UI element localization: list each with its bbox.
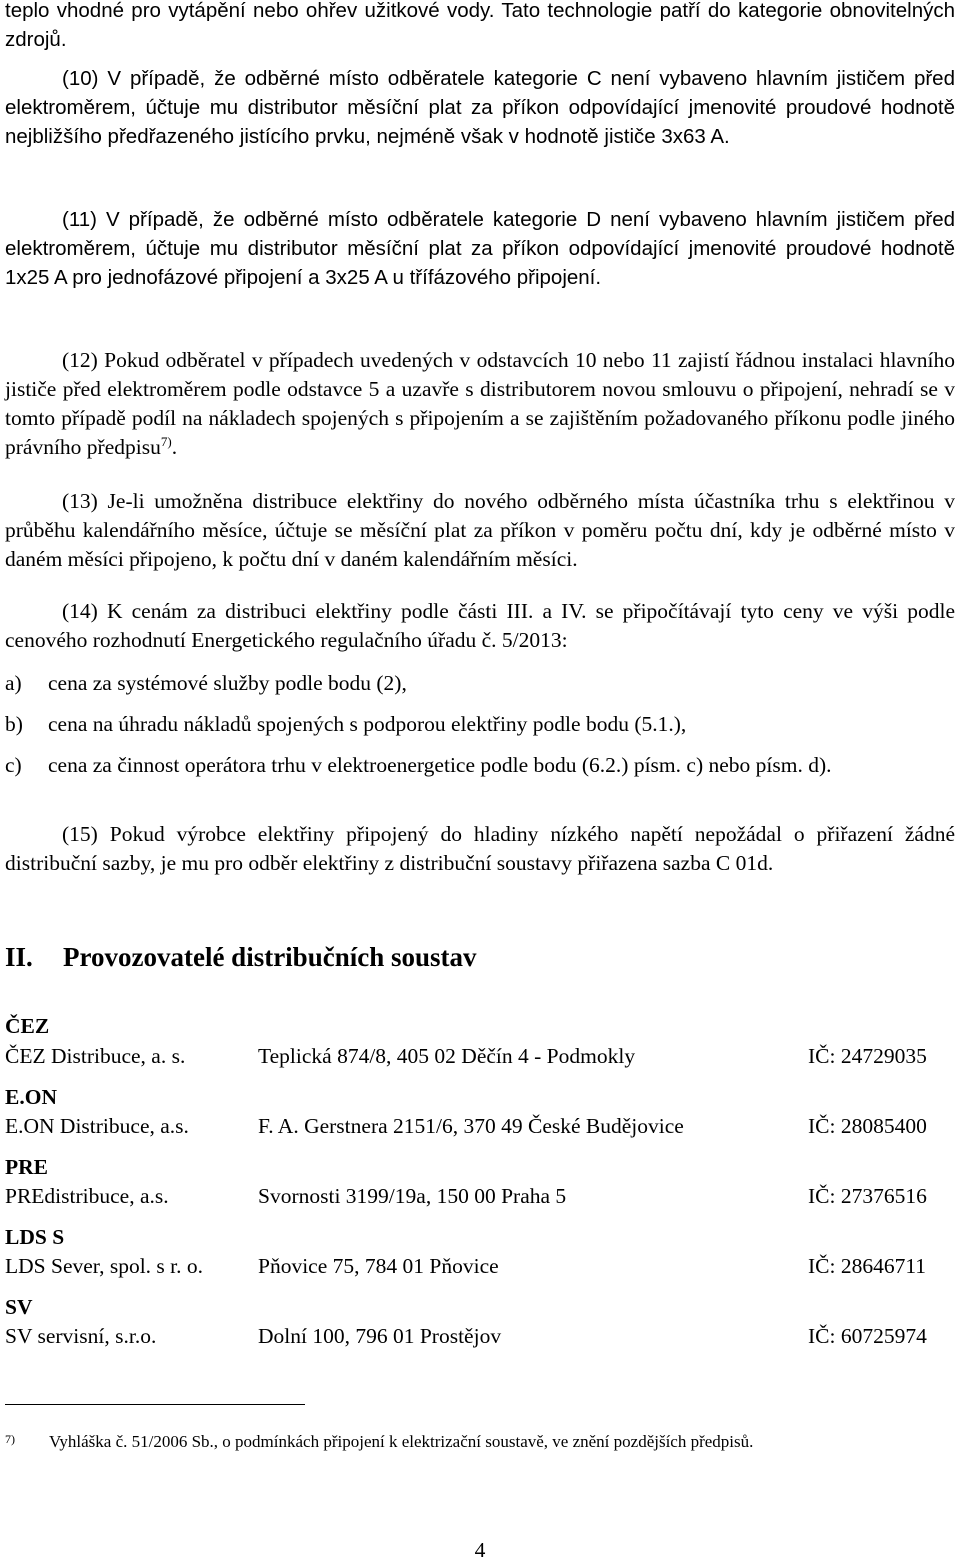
- operator-row: [5, 1254, 955, 1284]
- operator-abbreviation: E.ON: [5, 1085, 57, 1109]
- paragraph-15: (15) Pokud výrobce elektřiny připojený do hladiny nízkého napětí nepožádal o přiřazení žádné distribuční sazby, je mu pro odběr elektřiny z distribuční soustavy přiřazena sazba C 01d.: [5, 822, 955, 875]
- operator-row: [5, 1324, 955, 1354]
- section-heading: [5, 942, 477, 973]
- operator-name: ČEZ Distribuce, a. s.: [5, 1044, 186, 1068]
- section-number: II.: [5, 942, 33, 972]
- operator-abbreviation: LDS S: [5, 1225, 65, 1249]
- operator-ico: IČ: 28646711: [808, 1254, 927, 1278]
- operator-name: SV servisní, s.r.o.: [5, 1324, 157, 1348]
- operator-ico: IČ: 24729035: [808, 1044, 927, 1068]
- list-item-letter: a): [5, 671, 22, 695]
- paragraph-12-text: (12) Pokud odběratel v případech uvedených v odstavcích 10 nebo 11 zajistí řádnou instalaci hlavního jističe před elektroměrem podle odstavce 5 a uzavře s distributorem novou smlouvu o připojení, nehradí se v tomto případě podíl na nákladech spojených s připojením a se zajištěním požadovaného příkonu podle jiného právního předpisu: [5, 348, 955, 459]
- list-item-letter: b): [5, 712, 23, 736]
- operator-address: Pňovice 75, 784 01 Pňovice: [258, 1254, 499, 1278]
- footnote: [5, 1432, 754, 1455]
- operator-abbreviation: SV: [5, 1295, 33, 1319]
- paragraph-13: (13) Je-li umožněna distribuce elektřiny do nového odběrného místa účastníka trhu s elektřinou v průběhu kalendářního měsíce, účtuje se měsíční plat za příkon v poměru počtu dní, kdy je odběrné místo v daném měsíci připojeno, k počtu dní v daném kalendářním měsíci.: [5, 489, 955, 571]
- paragraph-12: [5, 346, 955, 462]
- operator-address: Teplická 874/8, 405 02 Děčín 4 - Podmokly: [258, 1044, 636, 1068]
- list-item-text: cena za systémové služby podle bodu (2),: [48, 671, 407, 695]
- paragraph-9-continuation: teplo vhodné pro vytápění nebo ohřev užitkové vody. Tato technologie patří do kategorie obnovitelných zdrojů.: [5, 0, 955, 51]
- operator-address: Dolní 100, 796 01 Prostějov: [258, 1324, 502, 1348]
- section-title: Provozovatelé distribučních soustav: [63, 942, 477, 972]
- list-item-text: cena za činnost operátora trhu v elektroenergetice podle bodu (6.2.) písm. c) nebo písm. d).: [48, 753, 832, 777]
- operator-ico: IČ: 28085400: [808, 1114, 927, 1138]
- operator-row: [5, 1184, 955, 1214]
- operator-row: [5, 1044, 955, 1074]
- paragraph-11: (11) V případě, že odběrné místo odběratele kategorie D není vybaveno hlavním jističem před elektroměrem, účtuje mu distributor měsíční plat za příkon odpovídající jmenovité proudové hodnotě 1x25 A pro jednofázové připojení a 3x25 A u třífázového připojení.: [5, 208, 955, 289]
- operator-ico: IČ: 60725974: [808, 1324, 927, 1348]
- paragraph-10: (10) V případě, že odběrné místo odběratele kategorie C není vybaveno hlavním jističem před elektroměrem, účtuje mu distributor měsíční plat za příkon odpovídající jmenovité proudové hodnotě nejbližšího předřazeného jistícího prvku, nejméně však v hodnotě jističe 3x63 A.: [5, 67, 955, 148]
- operator-name: E.ON Distribuce, a.s.: [5, 1114, 189, 1138]
- operator-abbreviation: ČEZ: [5, 1014, 50, 1038]
- page-number: 4: [474, 1538, 486, 1562]
- operator-row: [5, 1114, 955, 1144]
- list-item-text: cena na úhradu nákladů spojených s podporou elektřiny podle bodu (5.1.),: [48, 712, 687, 736]
- operator-ico: IČ: 27376516: [808, 1184, 927, 1208]
- footnote-mark: 7): [5, 1432, 15, 1446]
- list-item-letter: c): [5, 753, 22, 777]
- paragraph-14: (14) K cenám za distribuci elektřiny podle části III. a IV. se připočítávají tyto ceny ve výši podle cenového rozhodnutí Energetického regulačního úřadu č. 5/2013:: [5, 599, 955, 652]
- footnote-text: Vyhláška č. 51/2006 Sb., o podmínkách připojení k elektrizační soustavě, ve znění pozdějších předpisů.: [49, 1432, 754, 1451]
- operator-address: Svornosti 3199/19a, 150 00 Praha 5: [258, 1184, 567, 1208]
- operator-name: PREdistribuce, a.s.: [5, 1184, 169, 1208]
- operator-abbreviation: PRE: [5, 1155, 48, 1179]
- operator-name: LDS Sever, spol. s r. o.: [5, 1254, 204, 1278]
- paragraph-12-end: .: [171, 435, 178, 459]
- footnote-separator: [5, 1404, 305, 1405]
- footnote-reference: 7): [160, 433, 172, 449]
- operator-address: F. A. Gerstnera 2151/6, 370 49 České Budějovice: [258, 1114, 684, 1138]
